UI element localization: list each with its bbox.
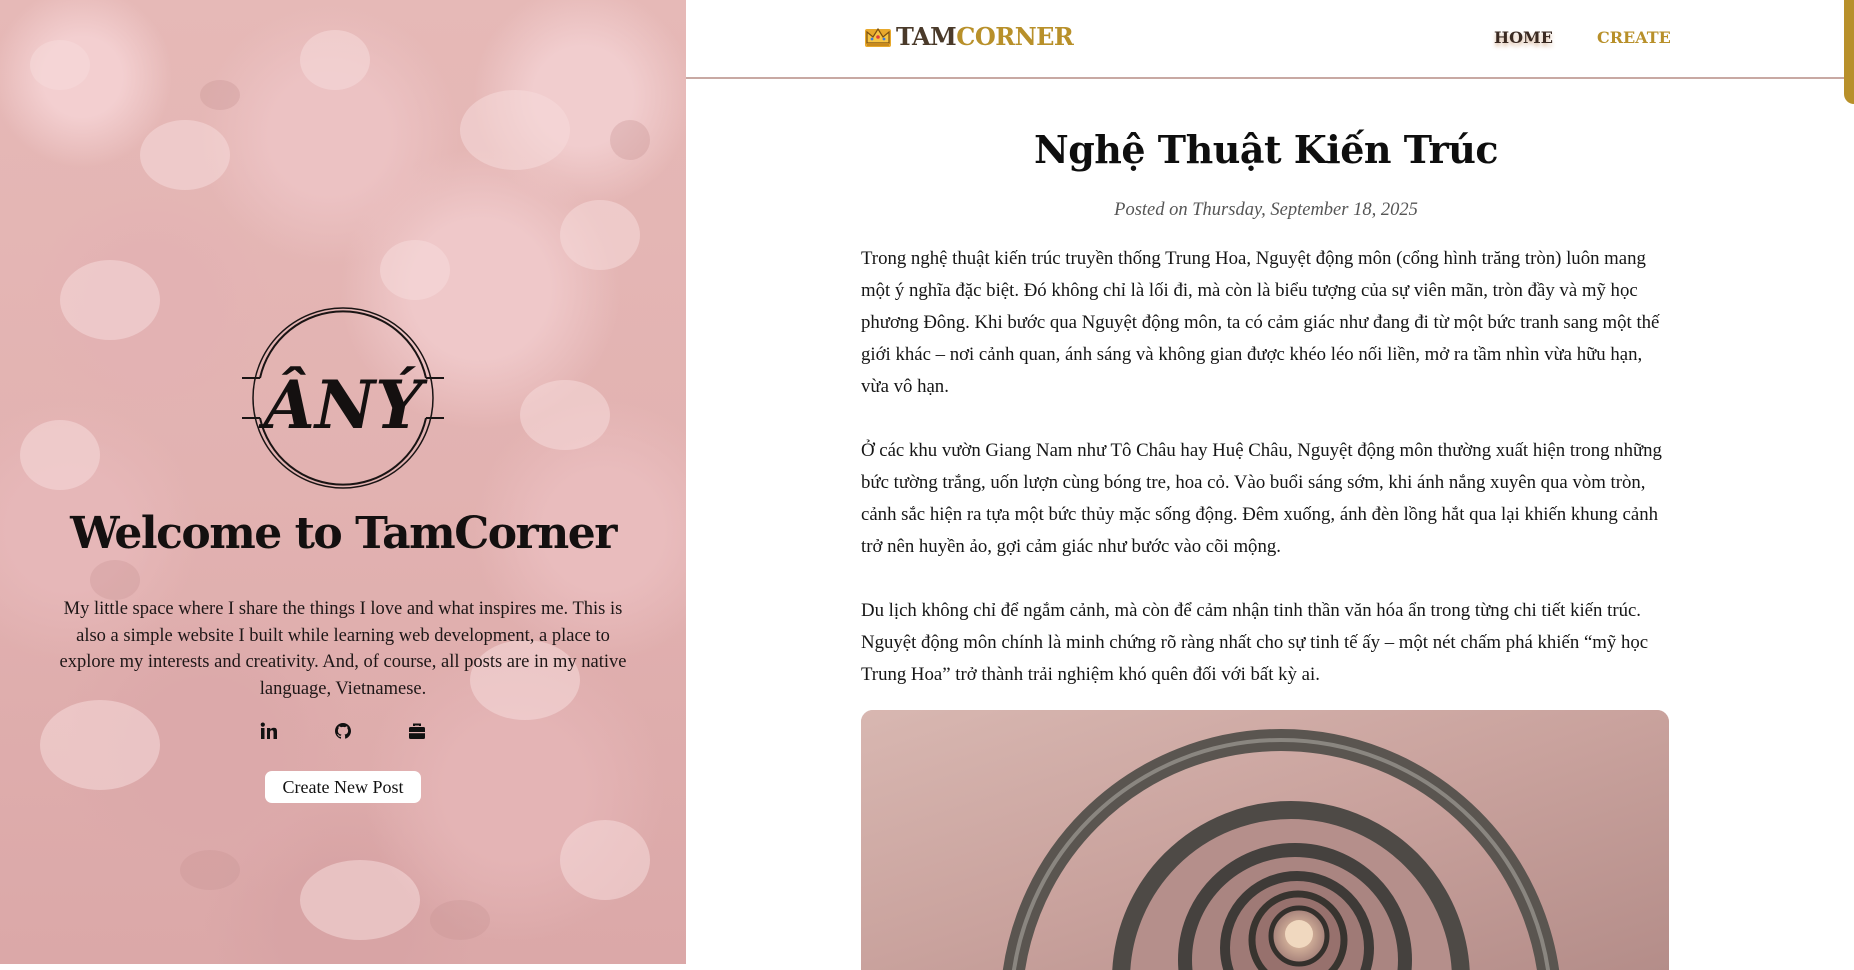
social-links (258, 718, 428, 744)
hero-title: Welcome to TamCorner (70, 508, 616, 559)
scrollbar-thumb[interactable] (1844, 0, 1854, 104)
hero-panel (0, 0, 686, 964)
post-date: Posted on Thursday, September 18, 2025 (1114, 200, 1418, 220)
post-paragraph: Ở các khu vườn Giang Nam như Tô Châu hay Huệ Châu, Nguyệt động môn thường xuất hiện trong những bức tường trắng, uốn lượn cùng bóng tre, hoa cỏ. Vào buổi sáng sớm, khi ánh nắng xuyên qua vòm tròn, cảnh sắc hiện ra tựa một bức thủy mặc sống động. Đêm xuống, ánh đèn lồng hắt qua lại khiến khung cảnh trở nên huyền ảo, gợi cảm giác như bước vào cõi mộng. (861, 440, 1662, 557)
github-icon[interactable] (332, 720, 354, 742)
svg-text:ÂNÝ: ÂNÝ (263, 366, 423, 444)
linkedin-icon[interactable] (258, 720, 280, 742)
brand-text-tam: TAM (896, 21, 957, 51)
brand-text-corner: CORNER (956, 21, 1074, 51)
hero-description: My little space where I share the things I love and what inspires me. This is also a simple website I built while learning web development, a place to explore my interests and creativity. And, of course, all posts are in my native language, Vietnamese. (59, 599, 627, 699)
nav-create[interactable]: CREATE (1597, 28, 1671, 47)
nav-home[interactable]: HOME (1494, 28, 1553, 47)
briefcase-icon[interactable] (406, 720, 428, 742)
post-paragraph: Trong nghệ thuật kiến trúc truyền thống Trung Hoa, Nguyệt động môn (cổng hình trăng tròn) luôn mang một ý nghĩa đặc biệt. Đó không chỉ là lối đi, mà còn là biểu tượng của sự viên mãn, tròn đầy và mỹ học phương Đông. Khi bước qua Nguyệt động môn, ta có cảm giác như đang đi từ một bức tranh sang một thế giới khác – nơi cảnh quan, ánh sáng và không gian được khéo léo nối liền, mở ra tầm nhìn vừa hữu hạn, vừa vô hạn. (861, 248, 1660, 397)
post-body (861, 243, 1673, 723)
moon-gate-arch-image (861, 710, 1669, 970)
post-paragraph: Du lịch không chỉ để ngắm cảnh, mà còn để cảm nhận tinh thần văn hóa ẩn trong từng chi tiết kiến trúc. Nguyệt động môn chính là minh chứng rõ ràng nhất cho sự tinh tế ấy – một nét chấm phá khiến “mỹ học Trung Hoa” trở thành trải nghiệm khó quên đối với bất kỳ ai. (861, 600, 1649, 685)
post-title: Nghệ Thuật Kiến Trúc (1033, 127, 1499, 172)
brand-logo[interactable] (863, 20, 1073, 52)
any-logo (242, 300, 444, 496)
top-navbar (686, 0, 1854, 79)
create-new-post-button[interactable]: Create New Post (265, 771, 421, 803)
crown-icon (863, 23, 893, 49)
